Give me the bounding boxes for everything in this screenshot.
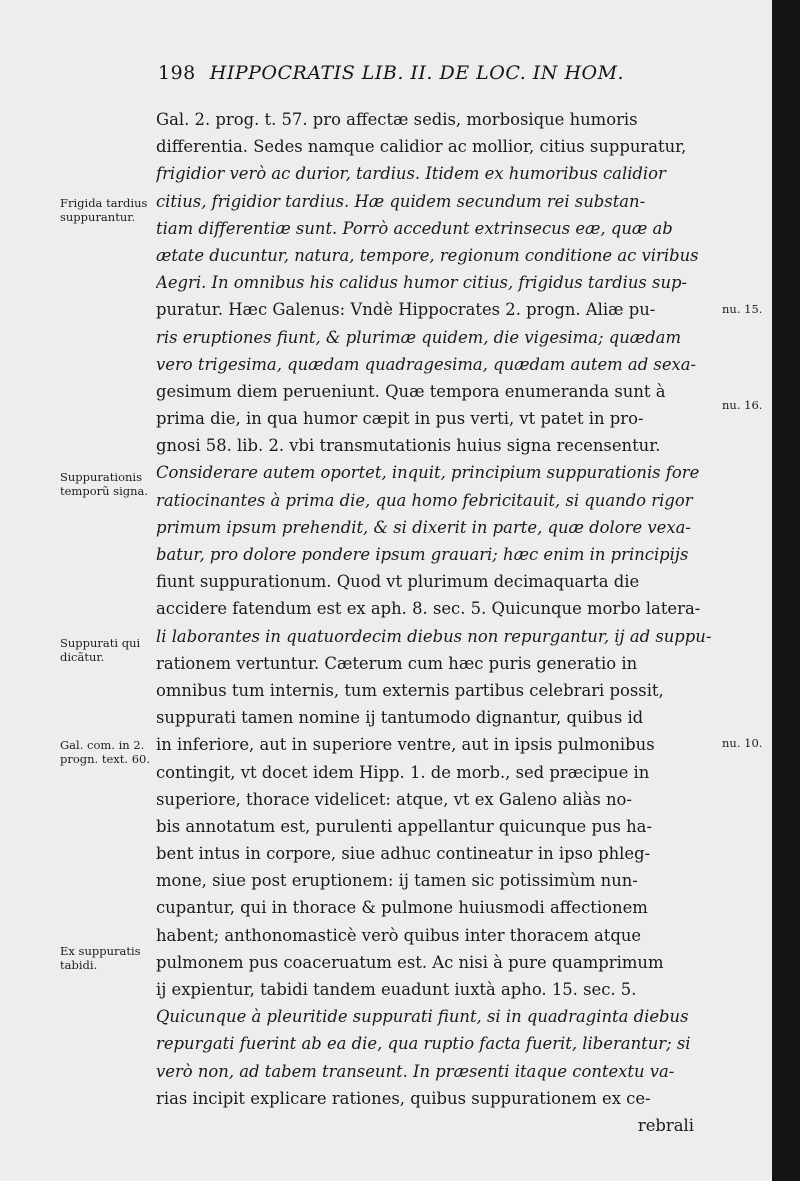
margin-number: nu. 15. [722, 302, 763, 316]
text-line: batur, pro dolore pondere ipsum grauari; hæc enim in principijs [156, 545, 689, 564]
margin-note: Suppurationis temporũ signa. [60, 470, 149, 498]
text-line: li laborantes in quatuordecim diebus non repurgantur, ij ad suppu- [156, 626, 712, 646]
margin-note: Ex suppuratis tabidi. [60, 944, 141, 972]
page-number: 198 [158, 62, 196, 84]
text-line: repurgati fuerint ab ea die, qua ruptio facta fuerit, liberantur; si [156, 1034, 691, 1054]
text-line: rationem vertuntur. Cæterum cum hæc puris generatio in [156, 653, 638, 673]
margin-note: Frigida tardius suppurantur. [60, 196, 148, 224]
text-line: verò non, ad tabem transeunt. In præsenti itaque contextu va- [156, 1061, 675, 1081]
text-line: bis annotatum est, purulenti appellantur quicunque pus ha- [156, 816, 652, 836]
margin-number: nu. 16. [722, 398, 763, 412]
text-line: omnibus tum internis, tum externis partibus celebrari possit, [156, 680, 664, 700]
text-line: citius, frigidior tardius. Hæ quidem secundum rei substan- [156, 191, 646, 211]
page-header [158, 62, 624, 84]
text-line: Quicunque à pleuritide suppurati fiunt, si in quadraginta diebus [156, 1007, 689, 1027]
text-line: mone, siue post eruptionem: ij tamen sic potissimùm nun- [156, 871, 638, 891]
text-line: accidere fatendum est ex aph. 8. sec. 5. Quicunque morbo latera- [156, 599, 701, 619]
running-title: HIPPOCRATIS LIB. II. DE LOC. IN HOM. [209, 62, 625, 84]
text-line: habent; anthonomasticè verò quibus inter thoracem atque [156, 925, 642, 945]
margin-note: Gal. com. in 2. progn. text. 60. [60, 738, 150, 766]
text-line: prima die, in qua humor cæpit in pus verti, vt patet in pro- [156, 409, 644, 429]
text-line: Considerare autem oportet, inquit, principium suppurationis fore [156, 463, 700, 483]
text-line: ætate ducuntur, natura, tempore, regionum conditione ac viribus [156, 245, 699, 265]
text-line: gesimum diem perueniunt. Quæ tempora enumeranda sunt à [156, 381, 666, 401]
text-line: differentia. Sedes namque calidior ac mollior, citius suppuratur, [156, 137, 687, 157]
text-line: primum ipsum prehendit, & si dixerit in parte, quæ dolore vexa- [156, 517, 691, 537]
text-line: contingit, vt docet idem Hipp. 1. de morb., sed præcipue in [156, 762, 650, 782]
text-line: rias incipit explicare rationes, quibus suppurationem ex ce- [156, 1088, 651, 1108]
text-line: ratiocinantes à prima die, qua homo febricitauit, si quando rigor [156, 490, 693, 510]
margin-note: Suppurati qui dicãtur. [60, 636, 141, 664]
text-line: Aegri. In omnibus his calidus humor citius, frigidus tardius sup- [156, 273, 688, 293]
text-line: ris eruptiones fiunt, & plurimæ quidem, die vigesima; quædam [156, 327, 681, 347]
text-line: rebrali [637, 1115, 694, 1135]
text-line: suppurati tamen nomine ij tantumodo dignantur, quibus id [156, 708, 644, 728]
margin-number: nu. 10. [722, 736, 763, 750]
text-line: ij expientur, tabidi tandem euadunt iuxtà apho. 15. sec. 5. [156, 980, 637, 999]
text-line: Gal. 2. prog. t. 57. pro affectæ sedis, morbosique humoris [156, 110, 638, 129]
text-line: bent intus in corpore, siue adhuc contineatur in ipso phleg- [156, 844, 651, 864]
text-line: superiore, thorace videlicet: atque, vt ex Galeno aliàs no- [156, 789, 632, 809]
text-line: puratur. Hæc Galenus: Vndè Hippocrates 2. progn. Aliæ pu- [156, 300, 656, 320]
text-line: pulmonem pus coaceruatum est. Ac nisi à pure quamprimum [156, 952, 664, 972]
text-line: fiunt suppurationum. Quod vt plurimum decimaquarta die [156, 572, 640, 592]
text-line: gnosi 58. lib. 2. vbi transmutationis huius signa recensentur. [156, 436, 661, 456]
main-text [156, 106, 716, 1139]
text-line: vero trigesima, quædam quadragesima, quædam autem ad sexa- [156, 354, 697, 374]
text-line: cupantur, qui in thorace & pulmone huiusmodi affectionem [156, 898, 648, 918]
text-line: tiam differentiæ sunt. Porrò accedunt extrinsecus eæ, quæ ab [156, 218, 673, 238]
text-line: frigidior verò ac durior, tardius. Itidem ex humoribus calidior [156, 164, 666, 184]
text-line: in inferiore, aut in superiore ventre, aut in ipsis pulmonibus [156, 735, 655, 755]
